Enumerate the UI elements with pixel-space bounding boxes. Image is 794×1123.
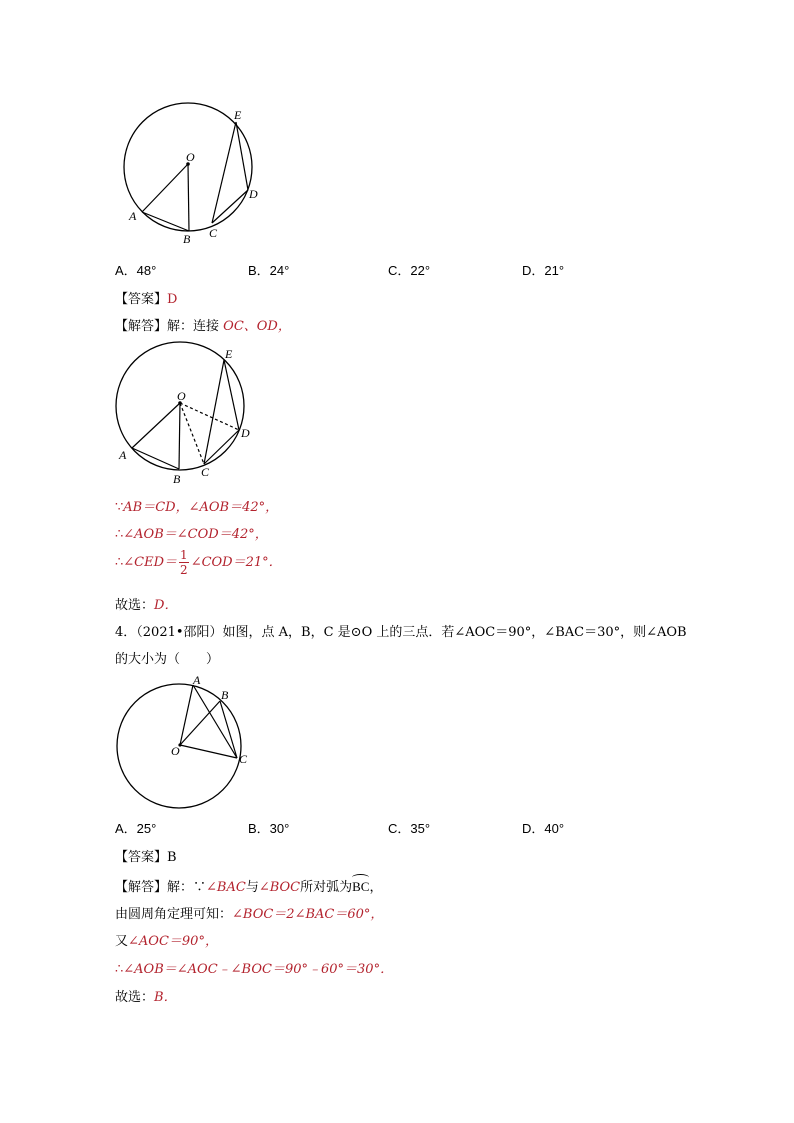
label-O: O [171,744,180,758]
label-B: B [183,232,191,246]
label-D: D [241,426,250,440]
q4-option-d: D．40° [522,821,565,836]
figure-q3-problem [112,98,272,248]
label-C: C [201,465,210,479]
label-A: A [129,209,137,223]
arc-bc: BC [352,879,370,894]
q3-option-d: D．21° [522,263,565,278]
q3-answer: 【答案】D [115,292,178,307]
label-C: C [209,226,218,240]
q3-option-b: B．24° [248,263,290,278]
figure-q4 [110,672,260,812]
q4-solution-line-3: 又∠AOC＝90°， [115,934,218,949]
q4-stem-line-1: 4．（2021•邵阳）如图，点 A，B，C 是⊙O 上的三点．若∠AOC＝90°，∠BAC＝30°，则∠AOB [115,625,687,640]
q3-step-3: ∴∠CED＝ $\frac{1}{2}$ ∠COD＝21°． [115,548,282,577]
q3-step-1: ∵AB＝CD，∠AOB＝42°， [115,500,279,515]
q4-choose: 故选：B． [115,990,177,1005]
q4-answer: 【答案】B [115,850,177,865]
q4-solution-line-4: ∴∠AOB＝∠AOC﹣∠BOC＝90°﹣60°＝30°． [115,962,394,977]
label-C: C [239,752,248,766]
label-O: O [177,389,186,403]
fraction-one-half: $\frac{1}{2}$ [180,548,188,577]
q3-choose: 故选：D． [115,598,178,613]
q3-solution-intro: 【解答】解：连接 OC、OD， [115,319,291,334]
q4-stem-line-2: 的大小为（ ） [115,652,220,667]
q3-step-2: ∴∠AOB＝∠COD＝42°， [115,527,268,542]
q4-solution-line-2: 由圆周角定理可知：∠BOC＝2∠BAC＝60°， [115,907,384,922]
label-E: E [234,108,242,122]
q4-solution-line-1: 【解答】解：∵∠BAC与∠BOC所对弧为BC， [115,879,383,895]
label-A: A [193,673,201,687]
label-A: A [119,448,127,462]
q3-option-a: A．48° [115,263,157,278]
q4-option-c: C．35° [388,821,431,836]
label-D: D [249,187,258,201]
q4-option-a: A．25° [115,821,157,836]
label-B: B [221,688,229,702]
label-E: E [225,347,233,361]
q3-option-c: C．22° [388,263,431,278]
label-O: O [186,150,195,164]
q4-option-b: B．30° [248,821,290,836]
figure-q3-solution [108,340,268,490]
label-B: B [173,472,181,486]
